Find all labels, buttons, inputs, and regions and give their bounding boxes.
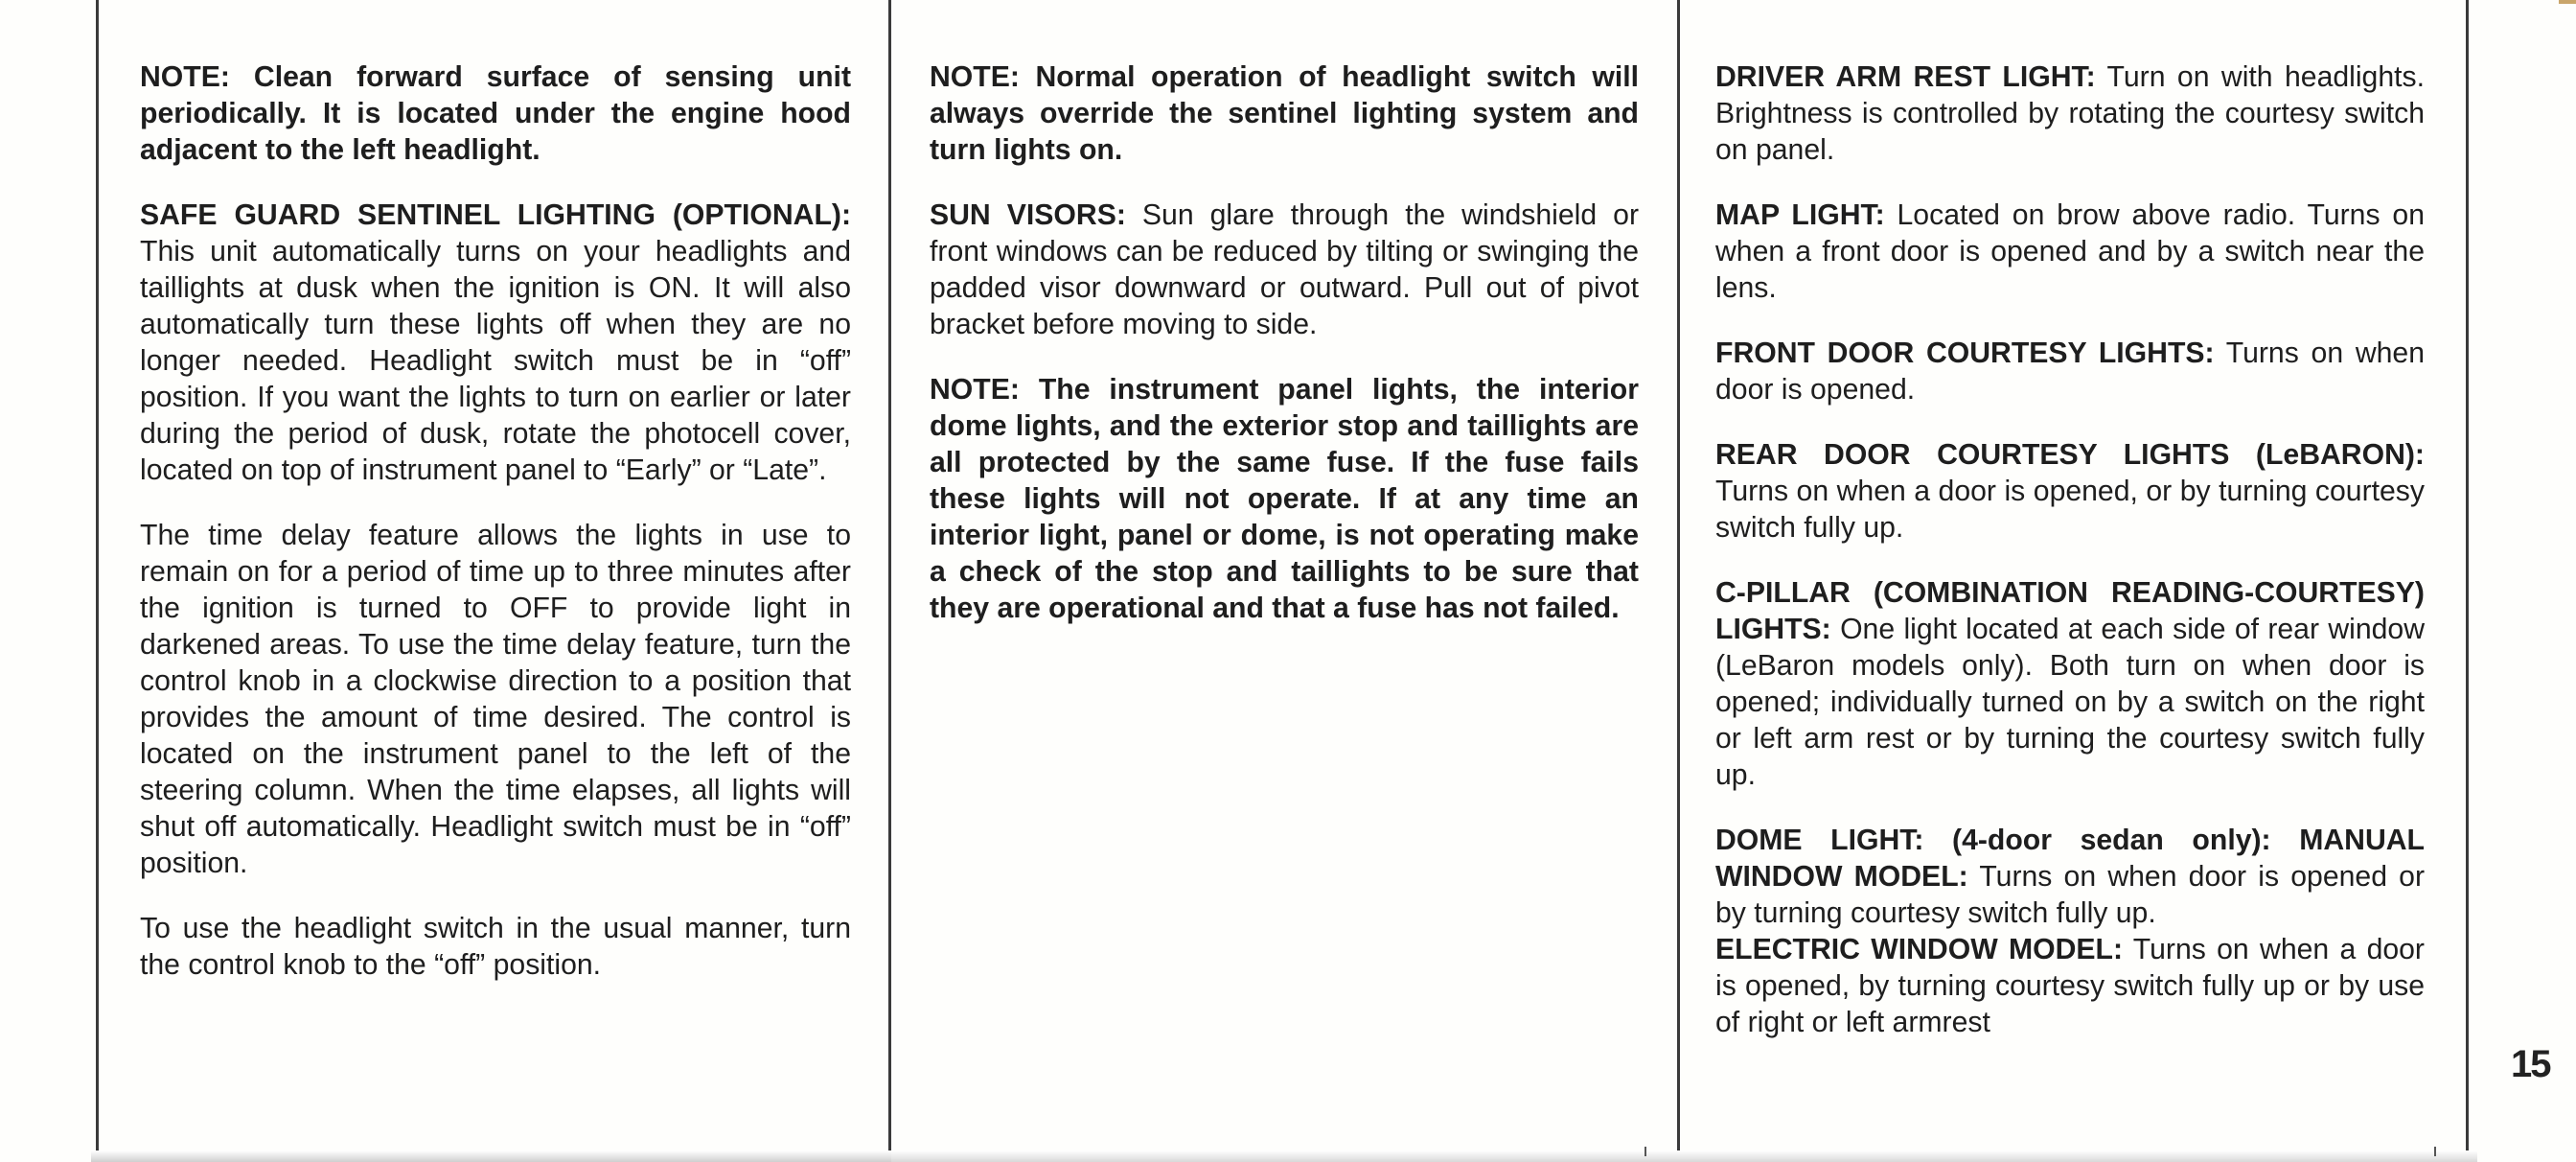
heading-sentinel-lighting: SAFE GUARD SENTINEL LIGHTING (OPTIONAL):: [140, 199, 851, 231]
heading-map-light: MAP LIGHT:: [1715, 199, 1885, 231]
body-c-pillar-lights: One light located at each side of rear window (LeBaron models only). Both turn on when door is opened; individually turned on by a switch on the right or left arm rest or by turning the courtesy switch fully up.: [1715, 614, 2425, 791]
body-sentinel-lighting: This unit automatically turns on your headlights and taillights at dusk when the ignition is ON. It will also automatically turn these lights off when they are no longer needed. Headlight switch must be in “off” position. If you want the lights to turn on earlier or later during the period of dusk, rotate the photocell cover, located on top of instrument panel to “Early” or “Late”.: [140, 236, 851, 486]
heading-electric-window: ELECTRIC WINDOW MODEL:: [1715, 934, 2124, 965]
text-column-2: [930, 59, 1639, 656]
heading-front-door-lights: FRONT DOOR COURTESY LIGHTS:: [1715, 337, 2215, 369]
page-bottom-edge-left: [91, 1150, 891, 1162]
body-dome-light: Turns on when door is opened or by turning courtesy switch fully up.: [1715, 861, 2425, 929]
paragraph-time-delay: The time delay feature allows the lights in use to remain on for a period of time up to three minutes after the ignition is turned to OFF to provide light in darkened areas. To use the time delay feature, turn the control knob in a clockwise direction to a position that provides the amount of time desired. The control is located on the instrument panel to the left of the steering column. When the time elapses, all lights will shut off automatically. Headlight switch must be in “off” position.: [140, 520, 851, 879]
body-sun-visors: Sun glare through the windshield or front windows can be reduced by tilting or swinging the padded visor downward or outward. Pull out of pivot bracket before moving to side.: [930, 199, 1640, 340]
heading-c-pillar-lights: C-PILLAR (COMBINATION READING-COURTESY) LIGHTS:: [1715, 577, 2425, 645]
column-divider-right: [2466, 0, 2469, 1155]
text-column-3: [1715, 59, 2425, 1070]
crop-tick: [2434, 1147, 2436, 1156]
paragraph-map-light: [1715, 198, 2425, 307]
body-electric-window: Turns on when a door is opened, by turning courtesy switch fully up or by use of right or left armrest: [1715, 934, 2425, 1038]
paragraph-front-door-lights: [1715, 336, 2425, 408]
text-column-1: [140, 59, 851, 1012]
paragraph-c-pillar-lights: [1715, 575, 2425, 794]
column-divider-1: [888, 0, 891, 1155]
body-map-light: Located on brow above radio. Turns on when a front door is opened and by a switch near the lens.: [1715, 199, 2425, 304]
heading-rear-door-lights: REAR DOOR COURTESY LIGHTS (LeBARON):: [1715, 439, 2425, 471]
heading-sun-visors: SUN VISORS:: [930, 199, 1126, 231]
paragraph-rear-door-lights: [1715, 437, 2425, 546]
heading-arm-rest-light: DRIVER ARM REST LIGHT:: [1715, 61, 2096, 93]
page-corner-mark: [2559, 0, 2576, 4]
column-divider-2: [1677, 0, 1680, 1155]
paragraph-arm-rest-light: [1715, 59, 2425, 169]
body-front-door-lights: Turns on when door is opened.: [1715, 337, 2425, 406]
note-headlight-override: NOTE: Normal operation of headlight switch will always override the sentinel lighting system and turn lights on.: [930, 61, 1639, 166]
paragraph-dome-light: [1715, 823, 2425, 1041]
paragraph-headlight-usual: To use the headlight switch in the usual manner, turn the control knob to the “off” position.: [140, 913, 851, 981]
body-rear-door-lights: Turns on when a door is opened, or by turning courtesy switch fully up.: [1715, 476, 2425, 544]
column-divider-left: [96, 0, 99, 1155]
note-fuse: NOTE: The instrument panel lights, the interior dome lights, and the exterior stop and taillights are all protected by the same fuse. If the fuse fails these lights will not operate. If at any time an interior light, panel or dome, is not operating make a check of the stop and taillights to be sure that they are operational and that a fuse has not failed.: [930, 374, 1639, 624]
note-sensing-unit: NOTE: Clean forward surface of sensing unit periodically. It is located under the engine hood adjacent to the left headlight.: [140, 61, 851, 166]
page-number: 15: [2511, 1043, 2550, 1085]
paragraph-sentinel-lighting: [140, 198, 851, 489]
paragraph-sun-visors: [930, 198, 1639, 343]
crop-tick: [1644, 1147, 1646, 1156]
heading-dome-light: DOME LIGHT: (4-door sedan only): MANUAL WINDOW MODEL:: [1715, 825, 2425, 893]
body-arm-rest-light: Turn on with headlights. Brightness is controlled by rotating the courtesy switch on panel.: [1715, 61, 2426, 166]
